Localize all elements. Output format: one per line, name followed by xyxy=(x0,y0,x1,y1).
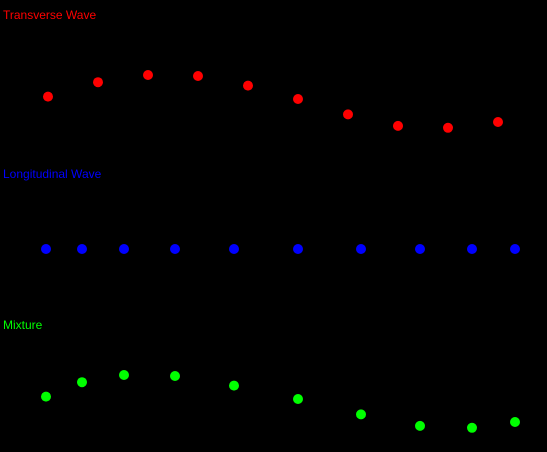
mixture-particle-4 xyxy=(170,371,180,381)
mixture-particle-1 xyxy=(41,392,51,402)
longitudinal-particle-4 xyxy=(170,244,180,254)
transverse-particle-5 xyxy=(243,81,253,91)
longitudinal-wave-label: Longitudinal Wave xyxy=(3,167,102,181)
longitudinal-particle-10 xyxy=(510,244,520,254)
mixture-wave-label: Mixture xyxy=(3,318,43,332)
longitudinal-particle-9 xyxy=(467,244,477,254)
transverse-particle-7 xyxy=(343,109,353,119)
mixture-wave-particles xyxy=(41,370,520,433)
mixture-particle-5 xyxy=(229,381,239,391)
mixture-particle-7 xyxy=(356,409,366,419)
longitudinal-particle-2 xyxy=(77,244,87,254)
transverse-particle-4 xyxy=(193,71,203,81)
mixture-particle-10 xyxy=(510,417,520,427)
longitudinal-particle-1 xyxy=(41,244,51,254)
longitudinal-particle-6 xyxy=(293,244,303,254)
mixture-particle-3 xyxy=(119,370,129,380)
mixture-particle-9 xyxy=(467,423,477,433)
mixture-particle-8 xyxy=(415,421,425,431)
transverse-particle-2 xyxy=(93,77,103,87)
longitudinal-particle-5 xyxy=(229,244,239,254)
transverse-particle-1 xyxy=(43,92,53,102)
longitudinal-particle-8 xyxy=(415,244,425,254)
transverse-wave-label: Transverse Wave xyxy=(3,8,97,22)
transverse-particle-3 xyxy=(143,70,153,80)
transverse-particle-6 xyxy=(293,94,303,104)
transverse-particle-10 xyxy=(493,117,503,127)
mixture-particle-6 xyxy=(293,394,303,404)
longitudinal-wave-particles xyxy=(41,244,520,254)
longitudinal-particle-3 xyxy=(119,244,129,254)
mixture-particle-2 xyxy=(77,377,87,387)
transverse-particle-9 xyxy=(443,123,453,133)
transverse-wave-particles xyxy=(43,70,503,133)
longitudinal-particle-7 xyxy=(356,244,366,254)
transverse-particle-8 xyxy=(393,121,403,131)
